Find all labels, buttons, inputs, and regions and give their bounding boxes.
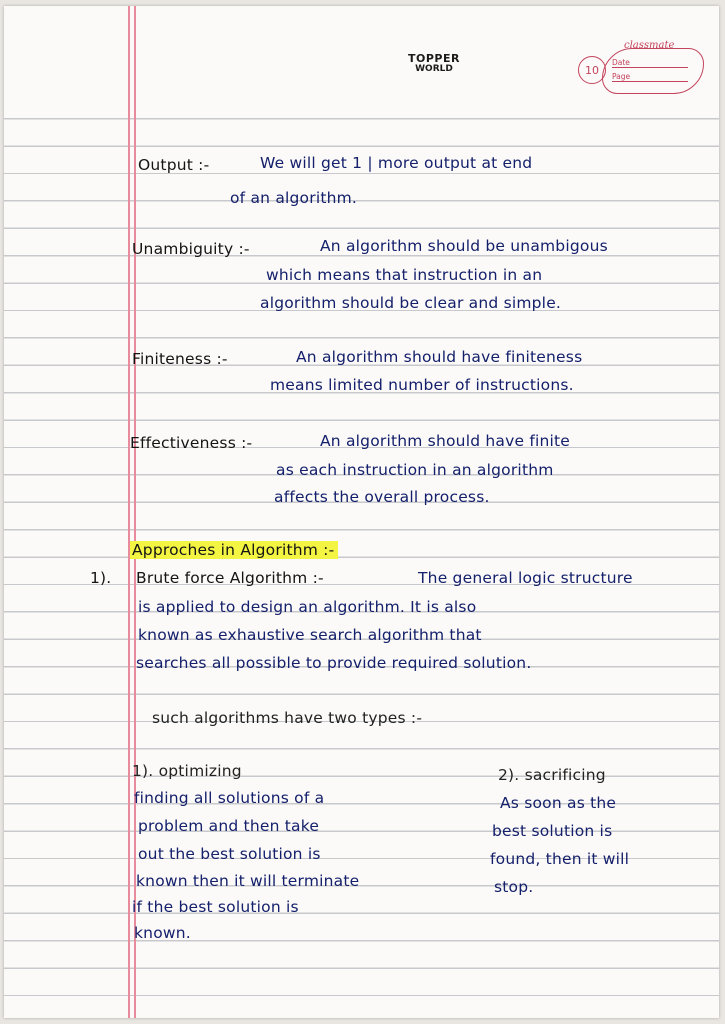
notebook-page — [4, 6, 719, 1018]
output-line1: We will get 1 | more output at end — [260, 154, 533, 172]
brute-line1: The general logic structure — [418, 569, 633, 587]
term-finiteness: Finiteness :- — [132, 350, 228, 368]
brute-line3: known as exhaustive search algorithm that — [138, 626, 482, 644]
logo-line1: TOPPER — [408, 52, 460, 65]
finiteness-line2: means limited number of instructions. — [270, 376, 574, 394]
unambiguity-line1: An algorithm should be unambigous — [320, 237, 608, 255]
logo-line2: WORLD — [415, 64, 453, 74]
item-marker: 1). — [90, 569, 112, 587]
effectiveness-line3: affects the overall process. — [274, 488, 490, 506]
unambiguity-line2: which means that instruction in an — [266, 266, 543, 284]
unambiguity-line3: algorithm should be clear and simple. — [260, 294, 562, 312]
topper-world-logo — [408, 54, 460, 74]
classmate-header — [578, 40, 706, 98]
term-effectiveness: Effectiveness :- — [130, 434, 253, 452]
page-field: Page — [612, 72, 688, 82]
effectiveness-line1: An algorithm should have finite — [320, 432, 571, 450]
optimizing-line3: out the best solution is — [138, 845, 321, 863]
optimizing-line4: known then it will terminate — [136, 872, 360, 890]
sacrificing-line2: best solution is — [492, 822, 613, 840]
optimizing-line1: finding all solutions of a — [134, 789, 325, 807]
brute-line4: searches all possible to provide required solution. — [136, 654, 532, 672]
optimizing-line6: known. — [134, 924, 191, 942]
margin-line — [128, 6, 130, 1018]
sacrificing-line4: stop. — [494, 878, 534, 896]
term-output: Output :- — [138, 156, 210, 174]
term-brute-force: Brute force Algorithm :- — [136, 569, 324, 587]
term-unambiguity: Unambiguity :- — [132, 240, 250, 258]
date-field: Date — [612, 58, 688, 68]
finiteness-line1: An algorithm should have finiteness — [296, 348, 583, 366]
sacrificing-line3: found, then it will — [490, 850, 630, 868]
optimizing-title: 1). optimizing — [132, 762, 242, 780]
brand-swoosh — [602, 48, 704, 94]
output-line2: of an algorithm. — [230, 189, 358, 207]
approaches-heading — [130, 541, 338, 559]
sacrificing-line1: As soon as the — [500, 794, 617, 812]
types-line: such algorithms have two types :- — [152, 709, 423, 727]
page-number: 10 — [585, 63, 599, 77]
page-number-badge — [578, 56, 606, 84]
optimizing-line2: problem and then take — [138, 817, 320, 835]
sacrificing-title: 2). sacrificing — [498, 766, 606, 784]
approaches-heading-text: Approches in Algorithm :- — [130, 541, 338, 559]
effectiveness-line2: as each instruction in an algorithm — [276, 461, 554, 479]
brute-line2: is applied to design an algorithm. It is also — [138, 598, 477, 616]
brand-name: classmate — [624, 40, 675, 51]
margin-line-inner — [134, 6, 136, 1018]
optimizing-line5: if the best solution is — [132, 898, 299, 916]
